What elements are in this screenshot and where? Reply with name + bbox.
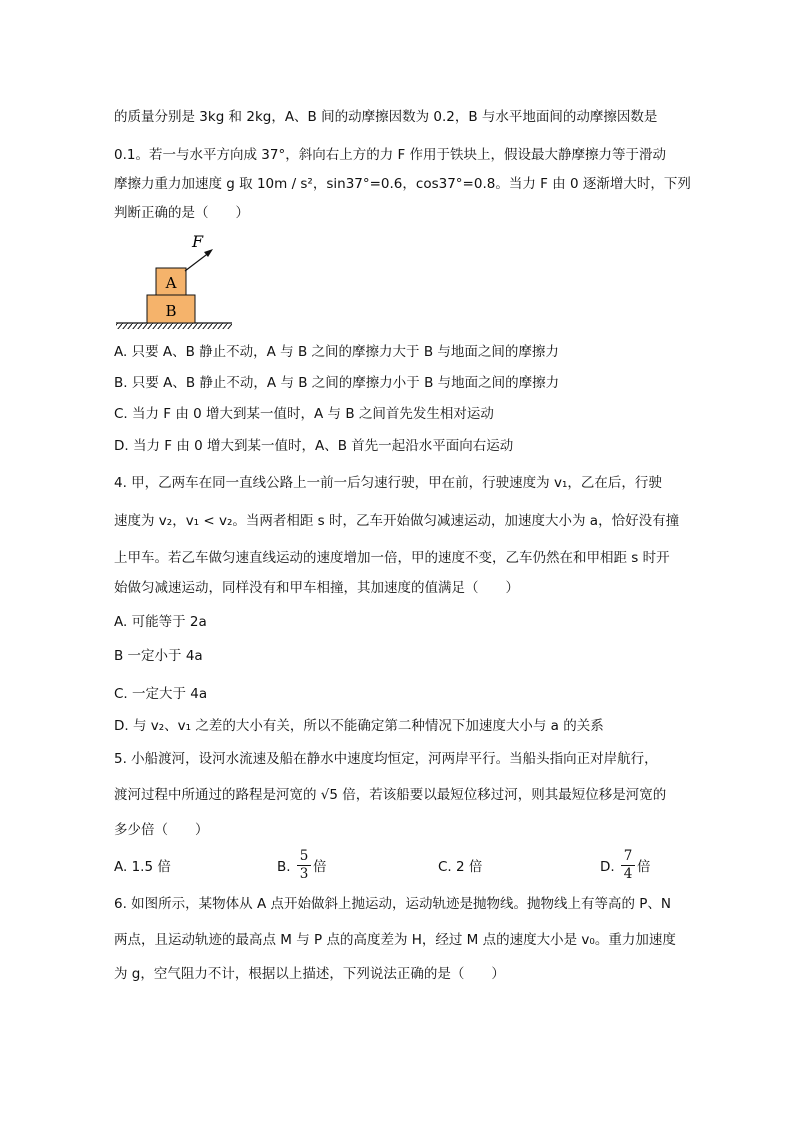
q4-option-a: A. 可能等于 2a [114,614,207,630]
q4-option-d: D. 与 v₂、v₁ 之差的大小有关，所以不能确定第二种情况下加速度大小与 a 的关系 [114,718,604,734]
ground-hatch [116,323,232,329]
q5-option-c: C. 2 倍 [438,859,483,875]
q3-option-c: C. 当力 F 由 0 增大到某一值时，A 与 B 之间首先发生相对运动 [114,406,494,422]
q4-line-1: 4. 甲，乙两车在同一直线公路上一前一后匀速行驶，甲在前，行驶速度为 v₁，乙在后，行驶 [114,475,662,491]
q4-option-b: B 一定小于 4a [114,648,203,664]
q6-line-1: 6. 如图所示，某物体从 A 点开始做斜上抛运动，运动轨迹是抛物线。抛物线上有等高的 P、N [114,896,672,912]
q5-option-a: A. 1.5 倍 [114,859,171,875]
q5-option-d-prefix: D. [600,859,615,875]
q5-option-d-fraction [621,848,635,883]
q3-option-d: D. 当力 F 由 0 增大到某一值时，A、B 首先一起沿水平面向右运动 [114,438,514,454]
force-arrow [185,252,210,271]
q5-line-1: 5. 小船渡河，设河水流速及船在静水中速度均恒定，河两岸平行。当船头指向正对岸航行， [114,751,658,767]
q5-line-2: 渡河过程中所通过的路程是河宽的 √5 倍，若该船要以最短位移过河，则其最短位移是河宽的 [114,787,667,803]
q5-option-b-denominator: 3 [299,866,309,882]
blocks-figure [112,228,242,334]
q4-line-4: 始做匀减速运动，同样没有和甲车相撞，其加速度的值满足（ ） [114,580,519,596]
q6-line-2: 两点，且运动轨迹的最高点 M 与 P 点的高度差为 H，经过 M 点的速度大小是 v₀。重力加速度 [114,932,676,948]
q5-line-3: 多少倍（ ） [114,822,209,838]
q5-option-d-denominator: 4 [623,866,633,882]
q4-option-c: C. 一定大于 4a [114,686,208,702]
q3-line-4: 判断正确的是（ ） [114,205,249,221]
block-b-label: B [165,302,177,320]
q5-option-b-suffix: 倍 [313,859,327,875]
q6-line-3: 为 g，空气阻力不计，根据以上描述，下列说法正确的是（ ） [114,966,505,982]
q5-option-d-suffix: 倍 [637,859,651,875]
q5-option-b-fraction [297,848,311,883]
q3-line-2: 0.1。若一与水平方向成 37°，斜向右上方的力 F 作用于铁块上，假设最大静摩擦力等于滑动 [114,147,667,163]
block-a-label: A [165,274,177,292]
q3-option-b: B. 只要 A、B 静止不动，A 与 B 之间的摩擦力小于 B 与地面之间的摩擦力 [114,375,560,391]
q5-option-b-prefix: B. [277,859,291,875]
q4-line-3: 上甲车。若乙车做匀速直线运动的速度增加一倍，甲的速度不变，乙车仍然在和甲相距 s 时开 [114,550,670,566]
q3-line-1: 的质量分别是 3kg 和 2kg，A、B 间的动摩擦因数为 0.2，B 与水平地面间的动摩擦因数是 [114,109,658,125]
q3-option-a: A. 只要 A、B 静止不动，A 与 B 之间的摩擦力大于 B 与地面之间的摩擦力 [114,344,559,360]
q5-option-d-numerator: 7 [621,848,635,866]
q3-line-3: 摩擦力重力加速度 g 取 10m / s²，sin37°=0.6，cos37°=0.8。当力 F 由 0 逐渐增大时，下列 [114,176,691,192]
q5-option-b-numerator: 5 [297,848,311,866]
force-label: F [192,232,204,251]
q4-line-2: 速度为 v₂，v₁ < v₂。当两者相距 s 时，乙车开始做匀减速运动，加速度大小为 a，恰好没有撞 [114,513,680,529]
